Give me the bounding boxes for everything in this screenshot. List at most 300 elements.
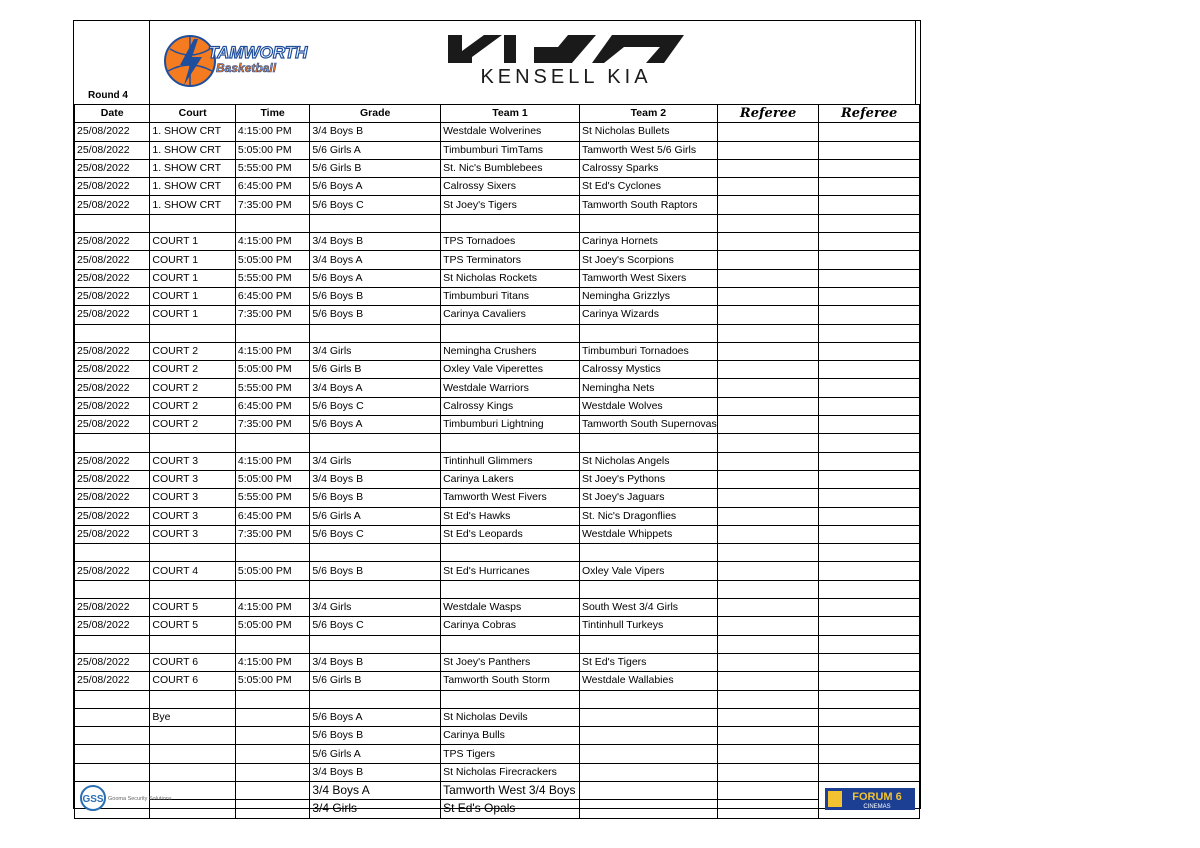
cell-referee (819, 123, 920, 141)
cell-referee (717, 159, 819, 177)
tamworth-logo-sub: Basketball (216, 61, 277, 75)
cell-court: COURT 5 (150, 617, 236, 635)
cell-team1: Carinya Cavaliers (441, 306, 580, 324)
cell-grade: 5/6 Girls B (310, 159, 441, 177)
table-row (75, 580, 920, 598)
cell-time (235, 781, 309, 799)
cell-date: 25/08/2022 (75, 525, 150, 543)
cell-team1: St Ed's Opals (441, 800, 580, 818)
cell-court: COURT 3 (150, 525, 236, 543)
bye-row (75, 745, 920, 763)
cell-grade: 3/4 Boys A (310, 781, 441, 799)
cell-team1: Timbumburi Titans (441, 287, 580, 305)
cell-referee (717, 617, 819, 635)
cell-grade (310, 580, 441, 598)
cell-date (75, 708, 150, 726)
cell-date: 25/08/2022 (75, 178, 150, 196)
col-referee-1: Referee (717, 105, 819, 123)
header-row (75, 105, 920, 123)
col-time: Time (235, 105, 309, 123)
cell-court: COURT 2 (150, 342, 236, 360)
bye-row (75, 781, 920, 799)
table-row (75, 233, 920, 251)
cell-referee (819, 470, 920, 488)
cell-referee (819, 727, 920, 745)
cell-court: COURT 2 (150, 416, 236, 434)
cell-team1: St Nicholas Rockets (441, 269, 580, 287)
cell-court: COURT 1 (150, 233, 236, 251)
table-row (75, 342, 920, 360)
cell-team2: St Ed's Tigers (579, 653, 717, 671)
cell-time (235, 727, 309, 745)
cell-referee (819, 763, 920, 781)
cell-time: 6:45:00 PM (235, 178, 309, 196)
svg-text:GSS: GSS (82, 793, 104, 805)
cell-court: COURT 1 (150, 269, 236, 287)
cell-team1: St Ed's Leopards (441, 525, 580, 543)
cell-referee (717, 672, 819, 690)
cell-time: 7:35:00 PM (235, 306, 309, 324)
table-row (75, 489, 920, 507)
cell-team1: TPS Terminators (441, 251, 580, 269)
cell-team1: TPS Tigers (441, 745, 580, 763)
cell-date: 25/08/2022 (75, 361, 150, 379)
table-row (75, 397, 920, 415)
cell-referee (717, 635, 819, 653)
cell-referee (819, 617, 920, 635)
cell-referee (819, 653, 920, 671)
cell-team1: St Joey's Panthers (441, 653, 580, 671)
cell-court: 1. SHOW CRT (150, 178, 236, 196)
table-row (75, 269, 920, 287)
cell-team2 (579, 324, 717, 342)
cell-referee (717, 251, 819, 269)
cell-grade: 3/4 Boys B (310, 653, 441, 671)
cell-grade: 5/6 Girls A (310, 141, 441, 159)
cell-team1: Tamworth West Fivers (441, 489, 580, 507)
cell-date: 25/08/2022 (75, 379, 150, 397)
col-date: Date (75, 105, 150, 123)
bye-label: Bye (150, 708, 236, 726)
cell-grade: 3/4 Girls (310, 342, 441, 360)
cell-team1: St Nicholas Firecrackers (441, 763, 580, 781)
fixture-sheet (73, 20, 921, 816)
table-row (75, 251, 920, 269)
cell-team1: Carinya Bulls (441, 727, 580, 745)
cell-referee (819, 507, 920, 525)
table-row (75, 379, 920, 397)
table-row (75, 562, 920, 580)
fixture-body (75, 123, 920, 818)
cell-referee (819, 580, 920, 598)
cell-date: 25/08/2022 (75, 287, 150, 305)
table-row (75, 635, 920, 653)
cell-referee (819, 708, 920, 726)
cell-date: 25/08/2022 (75, 342, 150, 360)
cell-team2: Calrossy Sparks (579, 159, 717, 177)
table-row (75, 599, 920, 617)
cell-date: 25/08/2022 (75, 123, 150, 141)
table-row (75, 544, 920, 562)
cell-date: 25/08/2022 (75, 416, 150, 434)
cell-grade (310, 324, 441, 342)
cell-team2 (579, 745, 717, 763)
cell-court: 1. SHOW CRT (150, 159, 236, 177)
cell-team1: Calrossy Sixers (441, 178, 580, 196)
cell-grade: 3/4 Girls (310, 452, 441, 470)
cell-grade (310, 544, 441, 562)
col-team2: Team 2 (579, 105, 717, 123)
cell-time: 5:55:00 PM (235, 379, 309, 397)
cell-time: 4:15:00 PM (235, 653, 309, 671)
cell-team1: Oxley Vale Viperettes (441, 361, 580, 379)
cell-date (75, 635, 150, 653)
cell-date: 25/08/2022 (75, 196, 150, 214)
cell-referee (819, 379, 920, 397)
cell-team1: Carinya Lakers (441, 470, 580, 488)
cell-date (75, 324, 150, 342)
cell-time: 5:05:00 PM (235, 470, 309, 488)
cell-team2: St Nicholas Bullets (579, 123, 717, 141)
cell-time: 7:35:00 PM (235, 525, 309, 543)
cell-date: 25/08/2022 (75, 141, 150, 159)
table-row (75, 287, 920, 305)
cell-team1: St Ed's Hawks (441, 507, 580, 525)
cell-team2: Timbumburi Tornadoes (579, 342, 717, 360)
cell-time: 4:15:00 PM (235, 452, 309, 470)
cell-referee (717, 178, 819, 196)
cell-team2: Oxley Vale Vipers (579, 562, 717, 580)
cell-time (235, 324, 309, 342)
cell-date: 25/08/2022 (75, 599, 150, 617)
cell-team2 (579, 690, 717, 708)
cell-time (235, 690, 309, 708)
cell-grade: 3/4 Girls (310, 599, 441, 617)
cell-team1: Tamworth West 3/4 Boys (441, 781, 580, 799)
cell-team2: South West 3/4 Girls (579, 599, 717, 617)
cell-referee (819, 690, 920, 708)
cell-referee (717, 653, 819, 671)
gooma-security-logo (79, 784, 172, 812)
cell-court: COURT 3 (150, 489, 236, 507)
cell-team1: Calrossy Kings (441, 397, 580, 415)
table-row (75, 653, 920, 671)
cell-grade: 5/6 Boys A (310, 416, 441, 434)
table-row (75, 690, 920, 708)
table-row (75, 507, 920, 525)
cell-time (235, 214, 309, 232)
cell-referee (717, 580, 819, 598)
cell-referee (819, 781, 920, 818)
cell-referee (717, 544, 819, 562)
cell-date: 25/08/2022 (75, 507, 150, 525)
cell-referee (819, 141, 920, 159)
cell-referee (717, 434, 819, 452)
cell-referee (717, 745, 819, 763)
cell-team1: Westdale Wolverines (441, 123, 580, 141)
cell-court: 1. SHOW CRT (150, 141, 236, 159)
table-row (75, 470, 920, 488)
cell-team2: Carinya Hornets (579, 233, 717, 251)
cell-date (75, 690, 150, 708)
cell-referee (819, 287, 920, 305)
cell-referee (717, 269, 819, 287)
cell-time: 4:15:00 PM (235, 233, 309, 251)
cell-referee (717, 379, 819, 397)
cell-team1: Timbumburi TimTams (441, 141, 580, 159)
table-row (75, 452, 920, 470)
cell-court: COURT 1 (150, 251, 236, 269)
cell-team1: Carinya Cobras (441, 617, 580, 635)
cell-team1: Tamworth South Storm (441, 672, 580, 690)
cell-grade: 3/4 Girls (310, 800, 441, 818)
col-referee-2: Referee (819, 105, 920, 123)
cell-team2: Calrossy Mystics (579, 361, 717, 379)
cell-referee (717, 507, 819, 525)
cell-court: COURT 3 (150, 507, 236, 525)
cell-date: 25/08/2022 (75, 489, 150, 507)
cell-date: 25/08/2022 (75, 233, 150, 251)
cell-referee (717, 690, 819, 708)
cell-referee (819, 635, 920, 653)
cell-referee (819, 251, 920, 269)
cell-referee (717, 562, 819, 580)
cell-date: 25/08/2022 (75, 269, 150, 287)
cell-referee (717, 470, 819, 488)
cell-time (235, 708, 309, 726)
cell-referee (717, 361, 819, 379)
table-row (75, 525, 920, 543)
cell-date (75, 781, 172, 818)
cell-referee (819, 489, 920, 507)
cell-team2 (579, 727, 717, 745)
cell-date: 25/08/2022 (75, 562, 150, 580)
cell-team1: Westdale Warriors (441, 379, 580, 397)
cell-team2: Tamworth West 5/6 Girls (579, 141, 717, 159)
cell-time: 6:45:00 PM (235, 507, 309, 525)
cell-date: 25/08/2022 (75, 452, 150, 470)
cell-time: 5:05:00 PM (235, 141, 309, 159)
cell-referee (717, 800, 819, 818)
cell-team2: St Joey's Scorpions (579, 251, 717, 269)
kensell-kia-logo (446, 33, 686, 89)
cell-referee (819, 214, 920, 232)
cell-referee (717, 525, 819, 543)
cell-date: 25/08/2022 (75, 397, 150, 415)
table-row (75, 361, 920, 379)
cell-team2 (579, 763, 717, 781)
table-row (75, 123, 920, 141)
cell-grade: 5/6 Boys B (310, 489, 441, 507)
cell-referee (819, 342, 920, 360)
cell-time: 5:05:00 PM (235, 617, 309, 635)
cell-team1: Nemingha Crushers (441, 342, 580, 360)
cell-date (75, 745, 150, 763)
cell-team1: Timbumburi Lightning (441, 416, 580, 434)
cell-court: COURT 2 (150, 361, 236, 379)
cell-court: COURT 2 (150, 379, 236, 397)
cell-team2: St Joey's Jaguars (579, 489, 717, 507)
cell-referee (717, 452, 819, 470)
cell-team2: Westdale Whippets (579, 525, 717, 543)
table-row (75, 617, 920, 635)
cell-referee (819, 525, 920, 543)
cell-referee (717, 214, 819, 232)
cell-referee (717, 306, 819, 324)
cell-court: 1. SHOW CRT (150, 123, 236, 141)
cell-court: COURT 4 (150, 562, 236, 580)
cell-team2: Westdale Wolves (579, 397, 717, 415)
cell-grade: 3/4 Boys A (310, 251, 441, 269)
svg-text:Gooma Security Solutions: Gooma Security Solutions (108, 795, 172, 802)
cell-team1 (441, 635, 580, 653)
cell-team2: Tamworth West Sixers (579, 269, 717, 287)
cell-time: 4:15:00 PM (235, 342, 309, 360)
table-row (75, 434, 920, 452)
cell-team2 (579, 635, 717, 653)
cell-team1: St Ed's Hurricanes (441, 562, 580, 580)
cell-court: COURT 3 (150, 470, 236, 488)
cell-time: 5:55:00 PM (235, 269, 309, 287)
cell-court: COURT 3 (150, 452, 236, 470)
table-row (75, 178, 920, 196)
cell-grade: 5/6 Boys C (310, 196, 441, 214)
table-row (75, 672, 920, 690)
bye-row (75, 800, 920, 818)
cell-team1: St Joey's Tigers (441, 196, 580, 214)
cell-time: 5:05:00 PM (235, 251, 309, 269)
table-row (75, 196, 920, 214)
cell-team2 (579, 214, 717, 232)
cell-court (150, 635, 236, 653)
cell-grade: 5/6 Girls A (310, 745, 441, 763)
cell-date: 25/08/2022 (75, 251, 150, 269)
cell-court: COURT 1 (150, 306, 236, 324)
cell-court: COURT 1 (150, 287, 236, 305)
cell-team2: St Joey's Pythons (579, 470, 717, 488)
cell-grade: 5/6 Boys B (310, 727, 441, 745)
cell-time (235, 544, 309, 562)
cell-team2 (579, 708, 717, 726)
cell-time: 7:35:00 PM (235, 196, 309, 214)
cell-grade: 5/6 Boys B (310, 287, 441, 305)
cell-grade (310, 434, 441, 452)
cell-team1 (441, 324, 580, 342)
cell-time: 4:15:00 PM (235, 599, 309, 617)
cell-grade: 5/6 Boys C (310, 397, 441, 415)
cell-court: COURT 5 (150, 599, 236, 617)
cell-grade: 3/4 Boys A (310, 379, 441, 397)
table-row (75, 306, 920, 324)
col-court: Court (150, 105, 236, 123)
cell-grade: 3/4 Boys B (310, 763, 441, 781)
bye-row (75, 763, 920, 781)
cell-court (150, 434, 236, 452)
cell-grade: 5/6 Girls B (310, 672, 441, 690)
cell-referee (717, 342, 819, 360)
cell-grade: 5/6 Girls A (310, 507, 441, 525)
cell-team2: Westdale Wallabies (579, 672, 717, 690)
cell-time (235, 434, 309, 452)
cell-team2 (579, 434, 717, 452)
bye-row (75, 708, 920, 726)
cell-date: 25/08/2022 (75, 159, 150, 177)
kensell-kia-text: KENSELL KIA (480, 66, 652, 88)
cell-time: 5:05:00 PM (235, 562, 309, 580)
cell-time (235, 800, 309, 818)
cell-time (235, 635, 309, 653)
cell-referee (819, 745, 920, 763)
cell-referee (717, 141, 819, 159)
svg-text:FORUM 6: FORUM 6 (852, 790, 902, 803)
cell-grade: 5/6 Girls B (310, 361, 441, 379)
cell-time: 5:55:00 PM (235, 489, 309, 507)
cell-referee (717, 489, 819, 507)
cell-referee (819, 672, 920, 690)
cell-referee (717, 233, 819, 251)
cell-time: 6:45:00 PM (235, 287, 309, 305)
cell-date (75, 763, 150, 781)
cell-team2: Nemingha Grizzlys (579, 287, 717, 305)
cell-referee (819, 544, 920, 562)
fixture-table (74, 104, 920, 819)
cell-date: 25/08/2022 (75, 617, 150, 635)
tamworth-logo-text: TAMWORTH (208, 43, 308, 62)
cell-grade: 5/6 Boys A (310, 708, 441, 726)
round-label: Round 4 (88, 90, 128, 101)
cell-time: 5:55:00 PM (235, 159, 309, 177)
tamworth-basketball-logo (160, 31, 308, 91)
cell-time: 4:15:00 PM (235, 123, 309, 141)
cell-team1 (441, 214, 580, 232)
cell-referee (819, 196, 920, 214)
cell-team2: Nemingha Nets (579, 379, 717, 397)
cell-team2: St Ed's Cyclones (579, 178, 717, 196)
cell-time: 6:45:00 PM (235, 397, 309, 415)
cell-referee (819, 397, 920, 415)
cell-date (75, 434, 150, 452)
cell-referee (819, 562, 920, 580)
cell-grade: 5/6 Boys B (310, 306, 441, 324)
cell-referee (717, 781, 819, 799)
cell-date (75, 214, 150, 232)
cell-team2 (579, 800, 717, 818)
cell-team2: Tamworth South Supernovas (579, 416, 717, 434)
cell-team1 (441, 434, 580, 452)
cell-court (150, 800, 236, 818)
cell-grade: 3/4 Boys B (310, 123, 441, 141)
cell-court (150, 544, 236, 562)
cell-team2: Carinya Wizards (579, 306, 717, 324)
cell-referee (717, 763, 819, 781)
cell-time (235, 580, 309, 598)
cell-date: 25/08/2022 (75, 306, 150, 324)
cell-time: 5:05:00 PM (235, 361, 309, 379)
cell-time: 7:35:00 PM (235, 416, 309, 434)
table-row (75, 214, 920, 232)
cell-team1: St. Nic's Bumblebees (441, 159, 580, 177)
col-team1: Team 1 (441, 105, 580, 123)
forum6-cinemas-logo (825, 788, 915, 810)
cell-team1: Westdale Wasps (441, 599, 580, 617)
cell-court (150, 324, 236, 342)
cell-grade (310, 690, 441, 708)
cell-team2 (579, 781, 717, 799)
cell-date (75, 580, 150, 598)
cell-court: COURT 2 (150, 397, 236, 415)
cell-date: 25/08/2022 (75, 653, 150, 671)
cell-grade: 3/4 Boys B (310, 470, 441, 488)
